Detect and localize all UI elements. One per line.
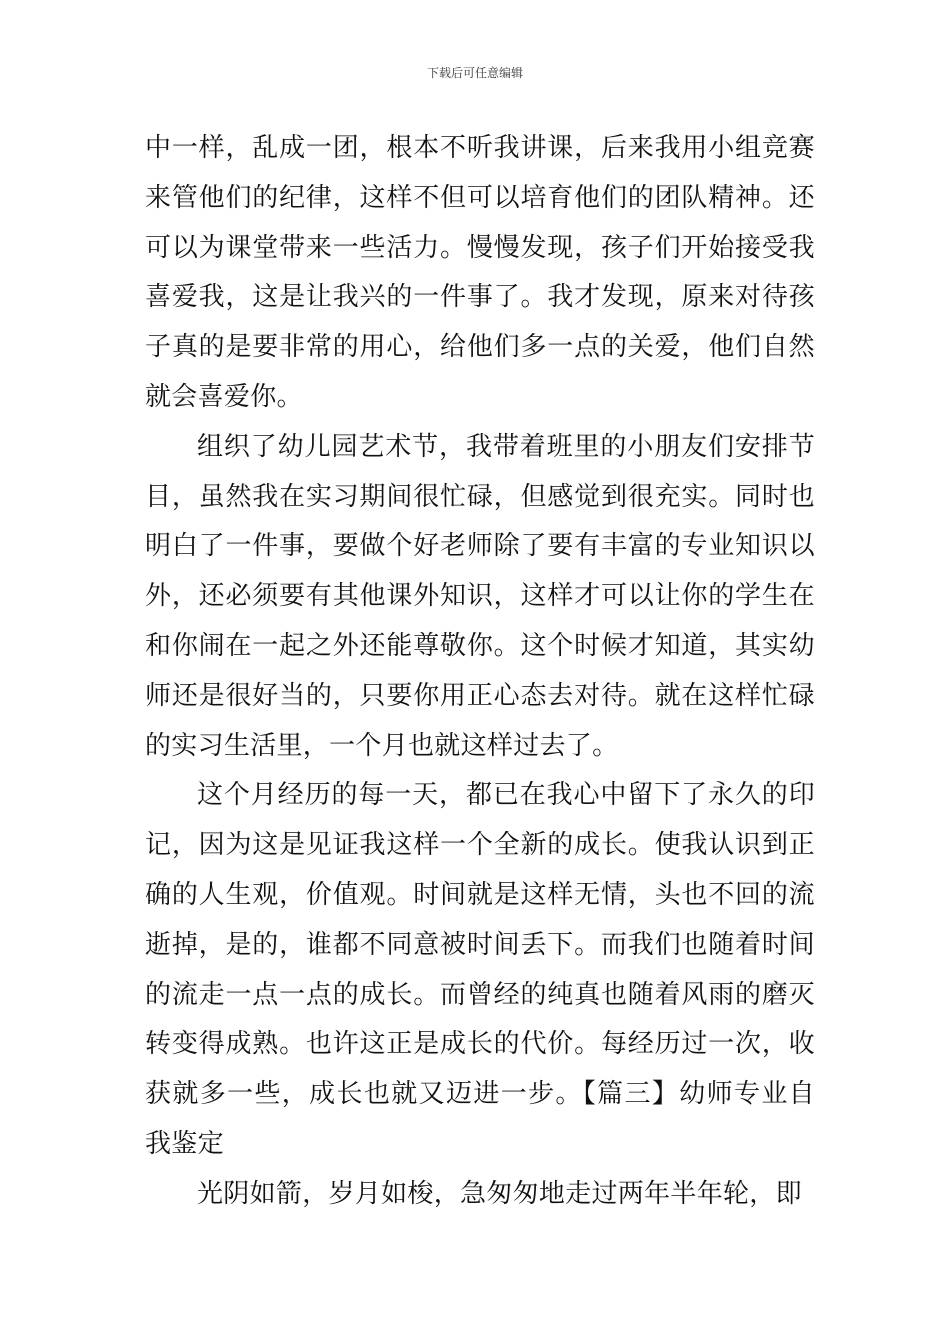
paragraph-1: 中一样，乱成一团，根本不听我讲课，后来我用小组竞赛来管他们的纪律，这样不但可以培育他们的团队精神。还可以为课堂带来一些活力。慢慢发现，孩子们开始接受我喜爱我，这是让我兴的一件事了。我才发现，原来对待孩子真的是要非常的用心，给他们多一点的关爱，他们自然就会喜爱你。 (145, 133, 815, 412)
paragraph-2: 组织了幼儿园艺术节，我带着班里的小朋友们安排节目，虽然我在实习期间很忙碌，但感觉到很充实。同时也明白了一件事，要做个好老师除了要有丰富的专业知识以外，还必须要有其他课外知识，这样才可以让你的学生在和你闹在一起之外还能尊敬你。这个时候才知道，其实幼师还是很好当的，只要你用正心态去对待。就在这样忙碌的实习生活里，一个月也就这样过去了。 (145, 431, 815, 761)
paragraph-3: 这个月经历的每一天，都已在我心中留下了永久的印记，因为这是见证我这样一个全新的成长。使我认识到正确的人生观，价值观。时间就是这样无情，头也不回的流逝掉，是的，谁都不同意被时间丢下。而我们也随着时间的流走一点一点的成长。而曾经的纯真也随着风雨的磨灭转变得成熟。也许这正是成长的代价。每经历过一次，收获就多一些，成长也就又迈进一步。【篇三】幼师专业自我鉴定 (145, 780, 815, 1159)
page-header: 下载后可任意编辑 (426, 66, 523, 80)
document-body (145, 124, 815, 1220)
paragraph-4: 光阴如箭，岁月如梭，急匆匆地走过两年半年轮，即 (197, 1178, 802, 1209)
